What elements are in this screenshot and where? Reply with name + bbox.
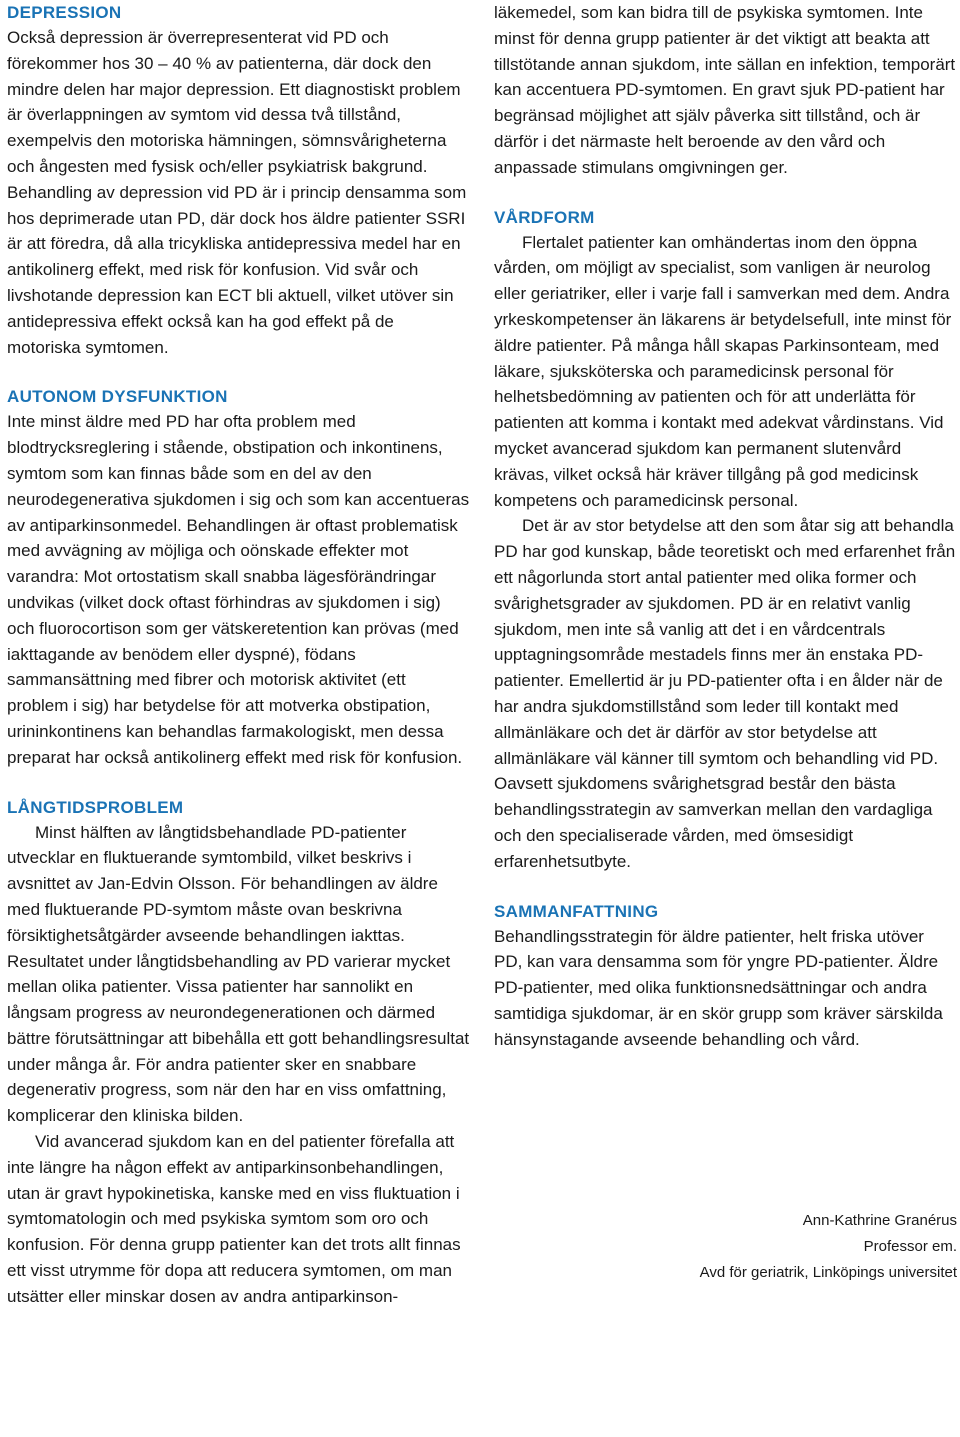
paragraph-langtid-1: Minst hälften av långtidsbehandlade PD-patienter utvecklar en fluktuerande symtombild, vilket beskrivs i avsnittet av Jan-Edvin Olsson. För behandlingen av äldre med fluktuerande PD-symtom måste ovan beskrivna försiktighetsåtgärder avseende behandlingen iakttas. Resultatet under långtidsbehandling av PD varierar mycket mellan olika patienter. Vissa patienter har sannolikt en långsam progress av neurondegenerationen och därmed bättre förutsättningar att bibehålla ett gott behandlingsresultat under många år. För andra patienter sker en snabbare degenerativ progress, som när den har en viss omfattning, komplicerar den kliniska bilden. <box>7 822 470 1126</box>
section-vardform <box>494 205 956 875</box>
heading-vardform: VÅRDFORM <box>494 207 595 227</box>
left-column <box>7 0 470 1334</box>
paragraph-vardform-2: Det är av stor betydelse att den som åtar sig att behandla PD har god kunskap, både teoretiskt och med erfarenhet från ett någorlunda stort antal patienter med olika former och svårighetsgrader av sjukdomen. PD är en relativt vanlig sjukdom, men inte så vanlig att det i en vårdcentrals upptagningsområde mestadels finns mer än enstaka PD-patienter. Emellertid är ju PD-patienter ofta i en ålder när de har andra sjukdomstillstånd som leder till kontakt med allmänläkare och det är därför av stor betydelse att allmänläkare väl känner till symtom och behandling vid PD. Oavsett sjukdomens svårighetsgrad består den bästa behandlingsstrategin av samverkan mellan den vardagliga och den specialiserade vården, med ömsesidigt erfarenhetsutbyte. <box>494 516 956 871</box>
section-depression <box>7 0 470 360</box>
author-signature <box>700 1208 957 1286</box>
section-langtidsproblem <box>7 795 470 1310</box>
heading-depression: DEPRESSION <box>7 3 122 22</box>
paragraph-autonom-1: Inte minst äldre med PD har ofta problem med blodtrycksreglering i stående, obstipation och inkontinens, symtom som kan finnas både som en del av den neurodegenerativa sjukdomen i sig och som kan accentueras av antiparkinsonmedel. Behandlingen är oftast problematisk med avvägning av möjliga och oönskade effekter mot varandra: Mot ortostatism skall snabba lägesförändringar undvikas (vilket dock oftast förhindras av sjukdomen i sig) och fluorocortison som ger vätskeretention kan prövas (med iakttagande av benödem eller dyspné), födans sammansättning med fibrer och motorisk aktivitet (ett problem i sig) har betydelse för att motverka obstipation, urininkontinens kan behandlas farmakologiskt, men dessa preparat har också antikolinerg effekt med risk för konfusion. <box>7 412 470 767</box>
section-continuation <box>494 0 956 181</box>
heading-autonom-dysfunktion: AUTONOM DYSFUNKTION <box>7 387 228 407</box>
paragraph-sammanfattning-1: Behandlingsstrategin för äldre patienter, helt friska utöver PD, kan vara densamma som för yngre PD-patienter. Äldre PD-patienter, med olika funktionsnedsättningar och andra samtidiga sjukdomar, är en skör grupp som kräver särskilda hänsynstagande avseende behandling och vård. <box>494 926 943 1049</box>
section-sammanfattning <box>494 899 956 1053</box>
author-title: Professor em. <box>863 1238 957 1255</box>
section-autonom-dysfunktion <box>7 384 470 770</box>
paragraph-depression-1: Också depression är överrepresenterat vid PD och förekommer hos 30 – 40 % av patienterna, där dock den mindre delen har major depression. Ett diagnostiskt problem är överlappningen av symtom vid dessa två tillstånd, exempelvis den motoriska hämningen, sömnsvårigheterna och ångesten med fysisk och/eller psykiatrisk bakgrund. Behandling av depression vid PD är i princip densamma som hos deprimerade utan PD, där dock hos äldre patienter SSRI är att föredra, då alla tricykliska antidepressiva medel har en antikolinerg effekt, med risk för konfusion. Vid svår och livshotande depression kan ECT bli aktuell, vilket utöver sin antidepressiva effekt också kan ha god effekt på de motoriska symtomen. <box>7 28 467 357</box>
author-name: Ann-Kathrine Granérus <box>802 1212 957 1229</box>
heading-langtidsproblem: LÅNGTIDSPROBLEM <box>7 797 184 817</box>
heading-sammanfattning: SAMMANFATTNING <box>494 901 659 921</box>
paragraph-vardform-1: Flertalet patienter kan omhändertas inom den öppna vården, om möjligt av specialist, som vanligen är neurolog eller geriatriker, eller i varje fall i samverkan med dem. Andra yrkeskompetenser än läkarens är betydelsefull, inte minst för äldre patienter. På många håll skapas Parkinsonteam, med läkare, sjuksköterska och paramedicinsk personal för helhetsbedömning av patienten och för att underlätta för patienten att komma i kontakt med adekvat vårdinstans. Vid mycket avancerad sjukdom kan permanent slutenvård krävas, vilket också här kräver tillgång på god medicinsk kompetens och paramedicinsk personal. <box>494 232 952 510</box>
author-affiliation: Avd för geriatrik, Linköpings universitet <box>699 1264 957 1281</box>
paragraph-continuation: läkemedel, som kan bidra till de psykiska symtomen. Inte minst för denna grupp patienter är det viktigt att beakta att tillstötande annan sjukdom, inte sällan en infektion, temporärt kan accentuera PD-symtomen. En gravt sjuk PD-patient har begränsad möjlighet att själv påverka sitt tillstånd, och är därför i det närmaste helt beroende av den vård och anpassade stimulans omgivningen ger. <box>494 3 956 177</box>
right-column <box>494 0 956 1076</box>
paragraph-langtid-2: Vid avancerad sjukdom kan en del patienter förefalla att inte längre ha någon effekt av antiparkinsonbehandlingen, utan är gravt hypokinetiska, kanske med en viss fluktuation i symtomatologin och med psykiska symtom som oro och konfusion. För denna grupp patienter kan det trots allt finnas ett visst utrymme för dopa att reducera symtomen, om man utsätter eller minskar dosen av andra antiparkinson- <box>7 1132 461 1306</box>
